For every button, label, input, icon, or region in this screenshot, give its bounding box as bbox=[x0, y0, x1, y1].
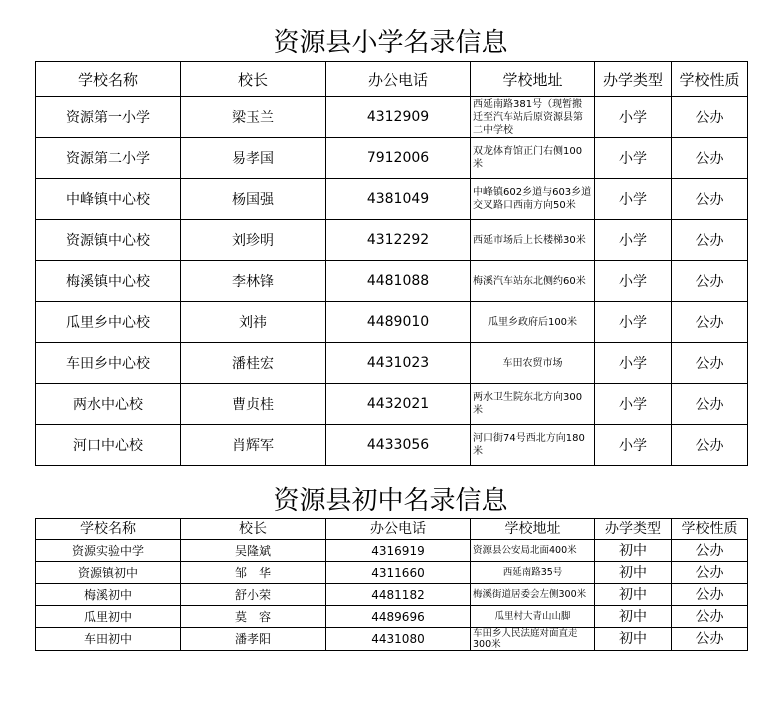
address: 梅溪街道居委会左侧300米 bbox=[471, 584, 595, 606]
header-school-type: 办学类型 bbox=[595, 519, 672, 540]
school-nature: 公办 bbox=[672, 562, 748, 584]
address: 车田乡人民法庭对面直走300米 bbox=[471, 628, 595, 651]
address: 西延南路381号（现暂搬迁至汽车站后原资源县第二中学校 bbox=[471, 97, 595, 138]
school-nature: 公办 bbox=[672, 628, 748, 651]
phone: 4481088 bbox=[326, 261, 471, 302]
address: 中峰镇602乡道与603乡道交叉路口西南方向50米 bbox=[471, 179, 595, 220]
school-type: 初中 bbox=[595, 606, 672, 628]
school-type: 小学 bbox=[595, 179, 672, 220]
school-name: 两水中心校 bbox=[36, 384, 181, 425]
address: 西延市场后上长楼梯30米 bbox=[471, 220, 595, 261]
school-name: 资源第一小学 bbox=[36, 97, 181, 138]
middle-schools-title: 资源县初中名录信息 bbox=[273, 486, 508, 516]
principal: 刘祎 bbox=[181, 302, 326, 343]
school-name: 中峰镇中心校 bbox=[36, 179, 181, 220]
school-name: 瓜里初中 bbox=[36, 606, 181, 628]
phone: 4312909 bbox=[326, 97, 471, 138]
middle-schools-table bbox=[35, 518, 748, 651]
principal: 吴隆斌 bbox=[181, 540, 326, 562]
principal: 梁玉兰 bbox=[181, 97, 326, 138]
header-phone: 办公电话 bbox=[326, 519, 471, 540]
phone: 7912006 bbox=[326, 138, 471, 179]
address: 瓜里乡政府后100米 bbox=[471, 302, 595, 343]
table-row bbox=[36, 261, 748, 302]
header-school-nature: 学校性质 bbox=[672, 519, 748, 540]
header-school-name: 学校名称 bbox=[36, 62, 181, 97]
school-nature: 公办 bbox=[672, 425, 748, 466]
header-address: 学校地址 bbox=[471, 519, 595, 540]
principal: 邹 华 bbox=[181, 562, 326, 584]
table-row bbox=[36, 606, 748, 628]
school-name: 资源镇中心校 bbox=[36, 220, 181, 261]
school-type: 小学 bbox=[595, 384, 672, 425]
phone: 4481182 bbox=[326, 584, 471, 606]
address: 两水卫生院东北方向300米 bbox=[471, 384, 595, 425]
table-row bbox=[36, 562, 748, 584]
school-name: 梅溪镇中心校 bbox=[36, 261, 181, 302]
header-school-name: 学校名称 bbox=[36, 519, 181, 540]
phone: 4316919 bbox=[326, 540, 471, 562]
phone: 4431023 bbox=[326, 343, 471, 384]
principal: 舒小荣 bbox=[181, 584, 326, 606]
phone: 4489696 bbox=[326, 606, 471, 628]
school-nature: 公办 bbox=[672, 302, 748, 343]
school-nature: 公办 bbox=[672, 384, 748, 425]
school-nature: 公办 bbox=[672, 97, 748, 138]
header-school-type: 办学类型 bbox=[595, 62, 672, 97]
school-type: 初中 bbox=[595, 562, 672, 584]
principal: 肖辉军 bbox=[181, 425, 326, 466]
header-principal: 校长 bbox=[181, 62, 326, 97]
address: 车田农贸市场 bbox=[471, 343, 595, 384]
table-row bbox=[36, 343, 748, 384]
school-type: 小学 bbox=[595, 138, 672, 179]
header-address: 学校地址 bbox=[471, 62, 595, 97]
header-school-nature: 学校性质 bbox=[672, 62, 748, 97]
table-row bbox=[36, 384, 748, 425]
phone: 4432021 bbox=[326, 384, 471, 425]
table-row bbox=[36, 540, 748, 562]
table-row bbox=[36, 584, 748, 606]
table-row bbox=[36, 302, 748, 343]
table-row bbox=[36, 628, 748, 651]
school-nature: 公办 bbox=[672, 584, 748, 606]
address: 西延南路35号 bbox=[471, 562, 595, 584]
school-name: 资源镇初中 bbox=[36, 562, 181, 584]
school-nature: 公办 bbox=[672, 343, 748, 384]
phone: 4312292 bbox=[326, 220, 471, 261]
table-row bbox=[36, 97, 748, 138]
table-row bbox=[36, 425, 748, 466]
address: 双龙体育馆正门右侧100米 bbox=[471, 138, 595, 179]
school-name: 瓜里乡中心校 bbox=[36, 302, 181, 343]
school-nature: 公办 bbox=[672, 540, 748, 562]
school-name: 车田乡中心校 bbox=[36, 343, 181, 384]
school-name: 资源实验中学 bbox=[36, 540, 181, 562]
principal: 杨国强 bbox=[181, 179, 326, 220]
school-nature: 公办 bbox=[672, 179, 748, 220]
principal: 莫 容 bbox=[181, 606, 326, 628]
principal: 潘桂宏 bbox=[181, 343, 326, 384]
school-type: 小学 bbox=[595, 97, 672, 138]
school-name: 车田初中 bbox=[36, 628, 181, 651]
school-nature: 公办 bbox=[672, 606, 748, 628]
principal: 李林锋 bbox=[181, 261, 326, 302]
header-phone: 办公电话 bbox=[326, 62, 471, 97]
primary-schools-title: 资源县小学名录信息 bbox=[273, 28, 508, 58]
phone: 4489010 bbox=[326, 302, 471, 343]
principal: 易孝国 bbox=[181, 138, 326, 179]
address: 资源县公安局北面400米 bbox=[471, 540, 595, 562]
phone: 4431080 bbox=[326, 628, 471, 651]
principal: 刘珍明 bbox=[181, 220, 326, 261]
address: 河口街74号西北方向180米 bbox=[471, 425, 595, 466]
school-name: 梅溪初中 bbox=[36, 584, 181, 606]
school-type: 初中 bbox=[595, 584, 672, 606]
school-type: 小学 bbox=[595, 220, 672, 261]
table-row bbox=[36, 138, 748, 179]
address: 梅溪汽车站东北侧约60米 bbox=[471, 261, 595, 302]
school-name: 资源第二小学 bbox=[36, 138, 181, 179]
phone: 4311660 bbox=[326, 562, 471, 584]
phone: 4381049 bbox=[326, 179, 471, 220]
phone: 4433056 bbox=[326, 425, 471, 466]
school-nature: 公办 bbox=[672, 261, 748, 302]
header-principal: 校长 bbox=[181, 519, 326, 540]
school-type: 初中 bbox=[595, 540, 672, 562]
table-header-row bbox=[36, 519, 748, 540]
primary-schools-table bbox=[35, 61, 748, 466]
school-type: 小学 bbox=[595, 302, 672, 343]
school-nature: 公办 bbox=[672, 220, 748, 261]
principal: 潘孝阳 bbox=[181, 628, 326, 651]
school-type: 初中 bbox=[595, 628, 672, 651]
table-header-row bbox=[36, 62, 748, 97]
table-row bbox=[36, 220, 748, 261]
principal: 曹贞桂 bbox=[181, 384, 326, 425]
school-name: 河口中心校 bbox=[36, 425, 181, 466]
school-type: 小学 bbox=[595, 343, 672, 384]
table-row bbox=[36, 179, 748, 220]
school-type: 小学 bbox=[595, 425, 672, 466]
address: 瓜里村大青山山脚 bbox=[471, 606, 595, 628]
school-nature: 公办 bbox=[672, 138, 748, 179]
school-type: 小学 bbox=[595, 261, 672, 302]
